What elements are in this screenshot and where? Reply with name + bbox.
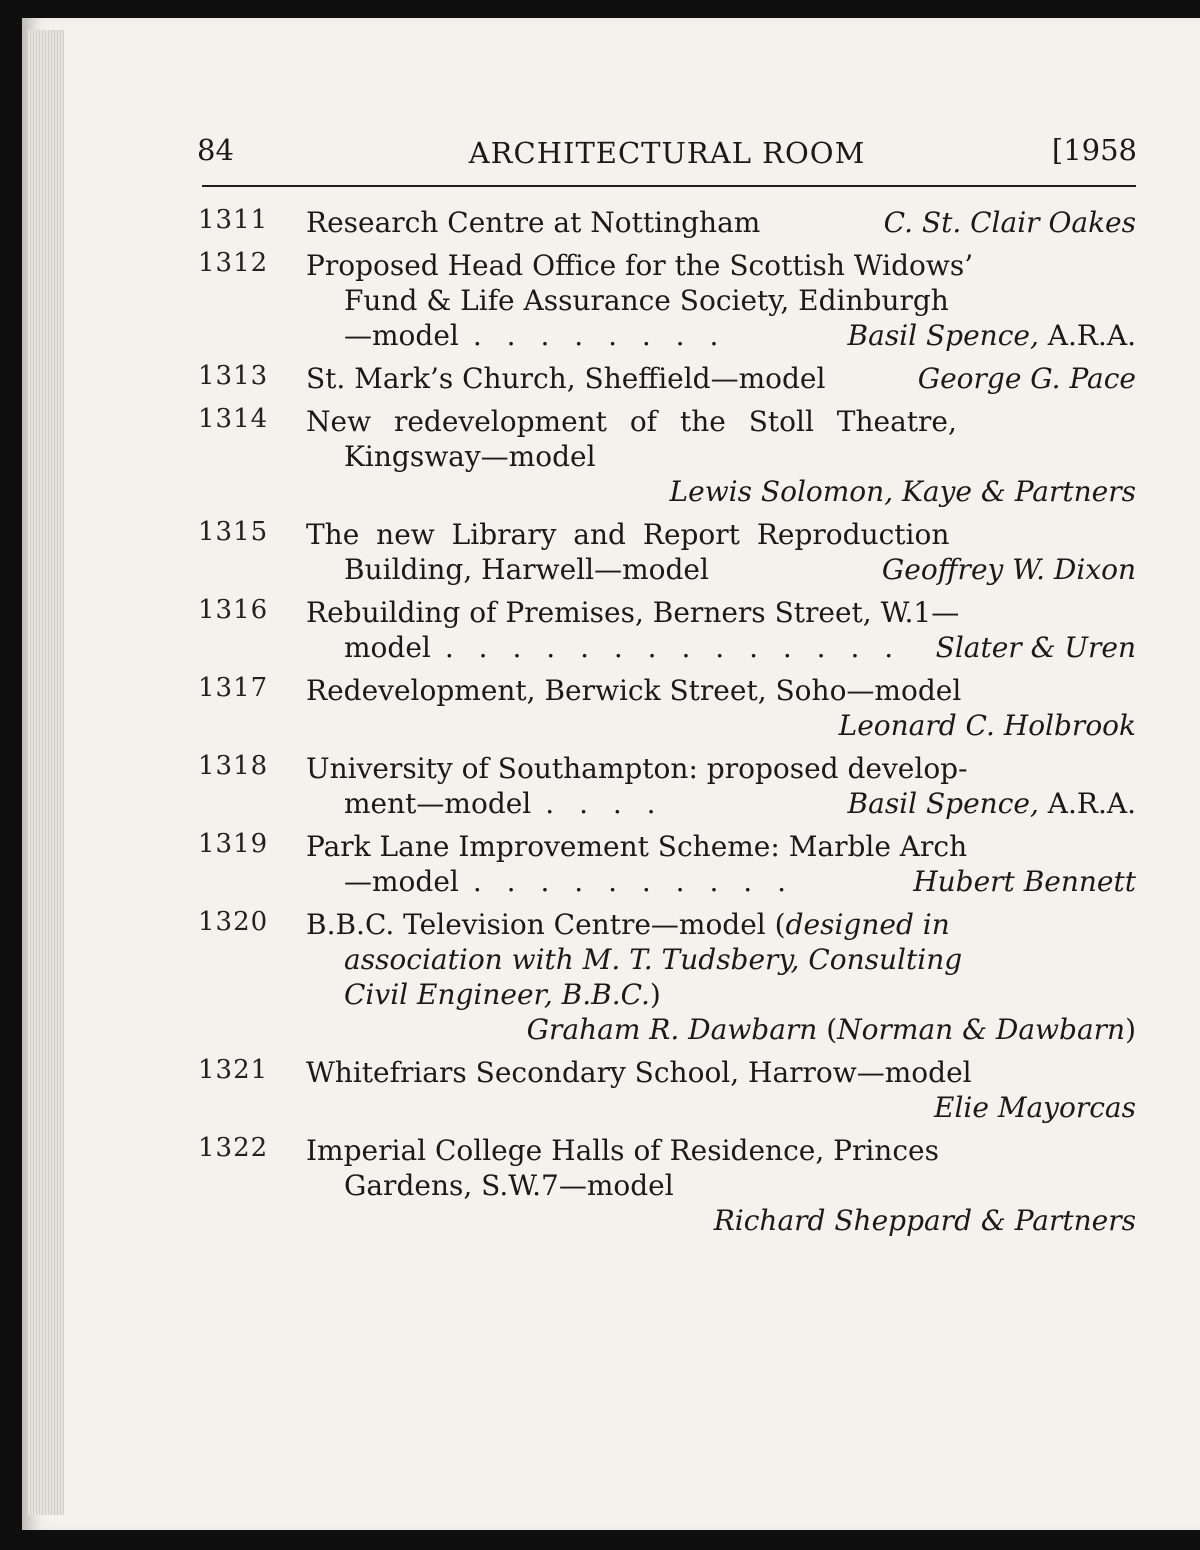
entry-title: St. Mark’s Church, Sheffield—model [306,362,826,395]
catalogue-entry [198,404,1138,509]
entry-number: 1318 [198,751,269,781]
entry-architect-firm: Norman & Dawbarn [837,1013,1126,1046]
catalogue-entry [198,907,1138,1047]
entry-number: 1317 [198,673,269,703]
entry-number: 1311 [198,205,269,235]
leader-dots: . . . . . . . . [472,319,727,352]
entry-architect: Basil Spence, [847,787,1039,820]
close-paren: ) [1125,1013,1136,1046]
entry-architect: Hubert Bennett [913,865,1136,898]
entry-number: 1319 [198,829,269,859]
entry-title-continued: —model [344,865,459,898]
catalogue-entry [198,1133,1138,1238]
entry-number: 1314 [198,404,269,434]
entry-title-italic: designed in [785,908,950,941]
entry-architect: Leonard C. Holbrook [838,709,1136,742]
page-number: 84 [197,133,234,167]
catalogue-entry [198,1055,1138,1125]
catalogue-entry [198,829,1138,899]
entry-title-continued: ment—model [344,787,532,820]
entry-title: Rebuilding of Premises, Berners Street, W.1— [306,596,960,629]
catalogue-entries [198,205,1138,1246]
entry-title: Proposed Head Office for the Scottish Widows’ [306,249,974,282]
year-marker: [1958 [1051,133,1137,167]
catalogue-entry [198,205,1138,240]
catalogue-entry [198,673,1138,743]
entry-title-continued: Kingsway—model [344,440,596,473]
architect-suffix: A.R.A. [1047,319,1136,352]
entry-title-continued: Fund & Life Assurance Society, Edinburgh [344,284,949,317]
entry-title-continued: model [344,631,431,664]
entry-architect: C. St. Clair Oakes [883,206,1136,239]
entry-architect: Graham R. Dawbarn [526,1013,818,1046]
entry-number: 1320 [198,907,269,937]
catalogue-entry [198,595,1138,665]
architect-suffix: A.R.A. [1047,787,1136,820]
entry-architect: Slater & Uren [935,631,1136,664]
catalogue-entry [198,248,1138,353]
entry-number: 1321 [198,1055,269,1085]
entry-title: Redevelopment, Berwick Street, Soho—model [306,674,962,707]
entry-number: 1316 [198,595,269,625]
entry-number: 1315 [198,517,269,547]
leader-dots: . . . . . . . . . . . . . . [444,631,902,664]
close-paren: ) [649,978,661,1011]
entry-title: Park Lane Improvement Scheme: Marble Arch [306,830,968,863]
entry-title-italic-continued: association with M. T. Tudsbery, Consulting [344,943,963,976]
entry-architect: Basil Spence, [847,319,1039,352]
header-rule [202,185,1136,187]
entry-title-continued: Building, Harwell—model [344,553,709,586]
entry-architect: Elie Mayorcas [934,1091,1136,1124]
entry-title: Imperial College Halls of Residence, Princes [306,1134,939,1167]
entry-title: The new Library and Report Reproduction [306,518,950,551]
open-paren: ( [826,1013,838,1046]
leader-dots: . . . . [545,787,664,820]
entry-title: B.B.C. Television Centre—model ( [306,908,786,941]
catalogue-entry [198,361,1138,396]
entry-title-italic-continued: Civil Engineer, B.B.C. [344,978,650,1011]
entry-architect: George G. Pace [917,362,1136,395]
entry-title: University of Southampton: proposed develop- [306,752,968,785]
entry-title: Whitefriars Secondary School, Harrow—model [306,1056,972,1089]
entry-number: 1322 [198,1133,269,1163]
entry-title-continued: Gardens, S.W.7—model [344,1169,674,1202]
entry-number: 1312 [198,248,269,278]
catalogue-entry [198,517,1138,587]
entry-number: 1313 [198,361,269,391]
entry-architect: Richard Sheppard & Partners [713,1204,1136,1237]
section-title: ARCHITECTURAL ROOM [468,136,866,170]
leader-dots: . . . . . . . . . . [472,865,794,898]
catalogue-entry [198,751,1138,821]
entry-architect: Lewis Solomon, Kaye & Partners [669,475,1136,508]
entry-title: Research Centre at Nottingham [306,206,761,239]
running-header [197,133,1137,177]
entry-title-continued: —model [344,319,459,352]
page-edges [28,30,64,1515]
entry-architect: Geoffrey W. Dixon [881,553,1136,586]
entry-title: New redevelopment of the Stoll Theatre, [306,405,957,438]
